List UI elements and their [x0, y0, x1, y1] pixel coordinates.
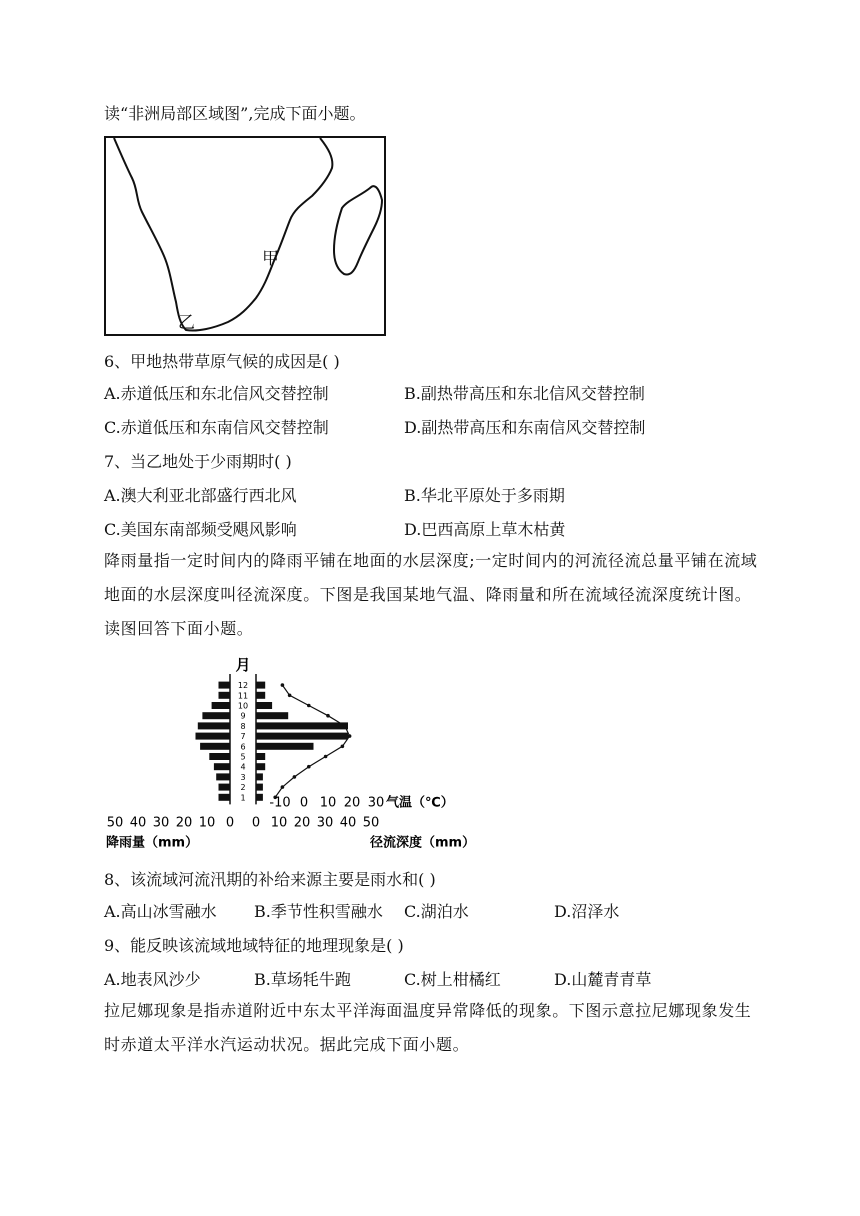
map-label-jia: 甲 [262, 249, 279, 269]
rainfall-tick-label: 20 [175, 815, 193, 831]
q7-option-c[interactable]: C.美国东南部频受飓风影响 [104, 520, 297, 539]
temperature-point [281, 683, 285, 687]
month-tick-label: 2 [240, 783, 246, 793]
temperature-tick-label: 0 [299, 795, 309, 811]
temperature-point [307, 704, 311, 708]
runoff-tick-label: 30 [316, 815, 334, 831]
rainfall-bar [219, 692, 231, 699]
temperature-curve [275, 685, 349, 797]
q9-option-c[interactable]: C.树上柑橘红 [404, 970, 501, 989]
intro-la-nina: 拉尼娜现象是指赤道附近中东太平洋海面温度异常降低的现象。下图示意拉尼娜现象发生时赤道太平洋水汽运动状况。据此完成下面小题。 [104, 1001, 752, 1054]
q7-option-a[interactable]: A.澳大利亚北部盛行西北风 [104, 486, 297, 505]
temperature-tick-label: 30 [367, 795, 385, 811]
temperature-tick-label: -10 [269, 795, 291, 811]
temperature-point [324, 755, 328, 759]
q6-option-b[interactable]: B.副热带高压和东北信风交替控制 [404, 384, 645, 403]
q9-stem: 9、能反映该流域地域特征的地理现象是( ) [104, 936, 404, 955]
rainfall-tick-label: 10 [198, 815, 216, 831]
temperature-axis-title: 气温（℃） [386, 795, 454, 811]
q6-option-d[interactable]: D.副热带高压和东南信风交替控制 [404, 418, 646, 437]
runoff-tick-label: 40 [339, 815, 357, 831]
q7-option-b[interactable]: B.华北平原处于多雨期 [404, 486, 565, 505]
intro-map: 读“非洲局部区域图”,完成下面小题。 [104, 104, 366, 123]
rainfall-bar [209, 753, 230, 760]
month-tick-label: 5 [240, 752, 246, 762]
temperature-point [343, 724, 347, 728]
rainfall-bar [214, 763, 230, 770]
rainfall-bar [212, 702, 230, 709]
q7-option-d[interactable]: D.巴西高原上草木枯黄 [404, 520, 566, 539]
rainfall-bar [198, 722, 230, 729]
q6-stem: 6、甲地热带草原气候的成因是( ) [104, 352, 340, 371]
temperature-point [281, 785, 285, 789]
rainfall-bar [219, 784, 231, 791]
rainfall-tick-label: 40 [129, 815, 147, 831]
q8-stem: 8、该流域河流汛期的补给来源主要是雨水和( ) [104, 870, 436, 889]
temperature-tick-label: 10 [319, 795, 337, 811]
rainfall-bar [219, 794, 231, 801]
africa-map [104, 136, 386, 336]
temperature-point [288, 694, 292, 698]
runoff-tick-label: 50 [362, 815, 380, 831]
africa-map-outline [106, 138, 384, 334]
rainfall-bar [219, 682, 231, 689]
runoff-bar [256, 712, 288, 719]
month-tick-label: 7 [240, 732, 246, 742]
runoff-bar [256, 692, 265, 699]
q8-option-b[interactable]: B.季节性积雪融水 [254, 902, 383, 921]
runoff-axis-title: 径流深度（mm） [370, 835, 476, 851]
months-axis-title: 月 [235, 656, 251, 674]
q6-option-c[interactable]: C.赤道低压和东南信风交替控制 [104, 418, 329, 437]
rainfall-bar [202, 712, 230, 719]
runoff-bar [256, 784, 263, 791]
runoff-bar [256, 682, 265, 689]
intro-chart: 降雨量指一定时间内的降雨平铺在地面的水层深度;一定时间内的河流径流总量平铺在流域地面的水层深度叫径流深度。下图是我国某地气温、降雨量和所在流域径流深度统计图。读图回答下面小题。 [104, 551, 758, 638]
q8-option-c[interactable]: C.湖泊水 [404, 902, 469, 921]
month-tick-label: 1 [240, 793, 246, 803]
temperature-point [293, 775, 297, 779]
runoff-tick-label: 10 [270, 815, 288, 831]
runoff-bar [256, 753, 265, 760]
month-tick-label: 8 [240, 721, 246, 731]
runoff-bar [256, 794, 263, 801]
month-tick-label: 3 [240, 772, 246, 782]
month-tick-label: 6 [240, 742, 246, 752]
chart-svg [104, 650, 494, 860]
rainfall-bar [196, 733, 231, 740]
climate-runoff-chart [104, 650, 494, 860]
rainfall-tick-label: 50 [106, 815, 124, 831]
runoff-bar [256, 702, 272, 709]
runoff-bar [256, 763, 265, 770]
temperature-tick-label: 20 [343, 795, 361, 811]
rainfall-bar [200, 743, 230, 750]
runoff-tick-label: 0 [251, 815, 261, 831]
temperature-point [307, 765, 311, 769]
rainfall-tick-label: 0 [225, 815, 235, 831]
temperature-point [326, 714, 330, 718]
q6-option-a[interactable]: A.赤道低压和东北信风交替控制 [104, 384, 329, 403]
runoff-bar [256, 773, 263, 780]
q7-stem: 7、当乙地处于少雨期时( ) [104, 452, 292, 471]
rainfall-bar [216, 773, 230, 780]
rainfall-axis-title: 降雨量（mm） [106, 835, 199, 851]
runoff-bar [256, 743, 314, 750]
month-tick-label: 11 [237, 691, 249, 701]
q9-option-d[interactable]: D.山麓青青草 [554, 970, 652, 989]
map-label-yi: 乙 [178, 313, 195, 333]
runoff-bar [256, 722, 348, 729]
month-tick-label: 9 [240, 711, 246, 721]
month-tick-label: 10 [237, 701, 249, 711]
q9-option-a[interactable]: A.地表风沙少 [104, 970, 201, 989]
temperature-point [348, 734, 352, 738]
q8-option-a[interactable]: A.高山冰雪融水 [104, 902, 217, 921]
rainfall-tick-label: 30 [152, 815, 170, 831]
q8-option-d[interactable]: D.沼泽水 [554, 902, 620, 921]
runoff-bar [256, 733, 348, 740]
month-tick-label: 12 [237, 681, 249, 691]
month-tick-label: 4 [240, 762, 246, 772]
runoff-tick-label: 20 [293, 815, 311, 831]
temperature-point [341, 745, 345, 749]
q9-option-b[interactable]: B.草场牦牛跑 [254, 970, 351, 989]
